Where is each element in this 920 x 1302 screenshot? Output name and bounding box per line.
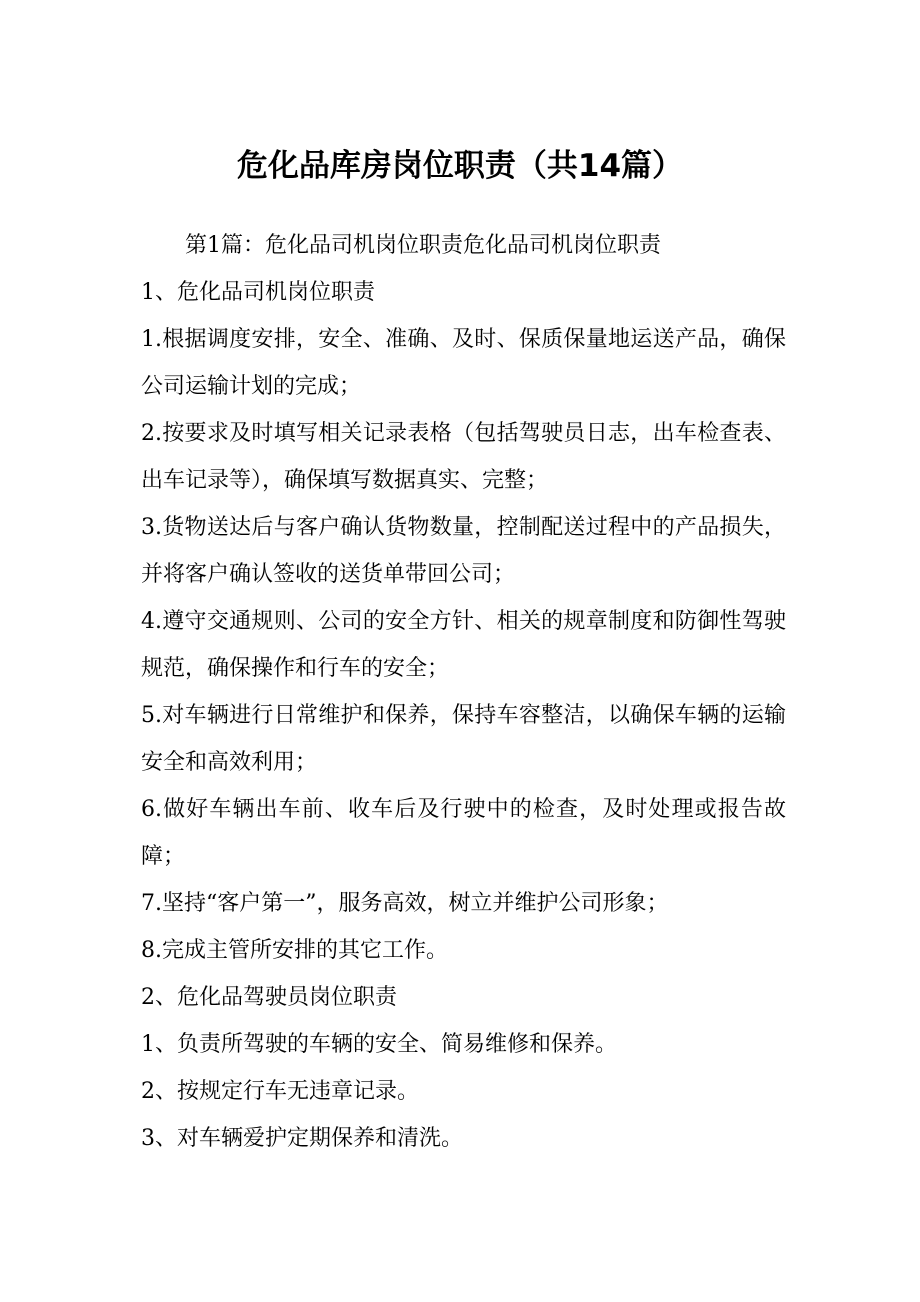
list-item: 8.完成主管所安排的其它工作。 bbox=[141, 938, 448, 963]
list-item: 2、按规定行车无违章记录。 bbox=[141, 1079, 419, 1104]
list-item: 6.做好车辆出车前、收车后及行驶中的检查，及时处理或报告故障； bbox=[141, 797, 786, 869]
document-title: 危化品库房岗位职责（共14篇） bbox=[236, 148, 684, 184]
list-item: 2.按要求及时填写相关记录表格（包括驾驶员日志，出车检查表、出车记录等），确保填写数据真实、完整； bbox=[141, 421, 786, 493]
list-item: 3.货物送达后与客户确认货物数量，控制配送过程中的产品损失，并将客户确认签收的送货单带回公司； bbox=[141, 515, 786, 587]
list-item: 4.遵守交通规则、公司的安全方针、相关的规章制度和防御性驾驶规范，确保操作和行车的安全； bbox=[141, 609, 786, 681]
list-item: 1、负责所驾驶的车辆的安全、简易维修和保养。 bbox=[141, 1032, 617, 1057]
list-item: 7.坚持“客户第一”，服务高效，树立并维护公司形象； bbox=[141, 891, 669, 916]
list-item: 5.对车辆进行日常维护和保养，保持车容整洁，以确保车辆的运输安全和高效利用； bbox=[141, 703, 786, 775]
subsection-heading: 2、危化品驾驶员岗位职责 bbox=[141, 985, 397, 1010]
document-body bbox=[141, 222, 786, 1162]
list-item: 1.根据调度安排，安全、准确、及时、保质保量地运送产品，确保公司运输计划的完成； bbox=[141, 327, 786, 399]
list-item: 3、对车辆爱护定期保养和清洗。 bbox=[141, 1126, 463, 1151]
subsection-heading: 1、危化品司机岗位职责 bbox=[141, 280, 375, 305]
section-heading: 第1篇：危化品司机岗位职责危化品司机岗位职责 bbox=[185, 233, 661, 258]
